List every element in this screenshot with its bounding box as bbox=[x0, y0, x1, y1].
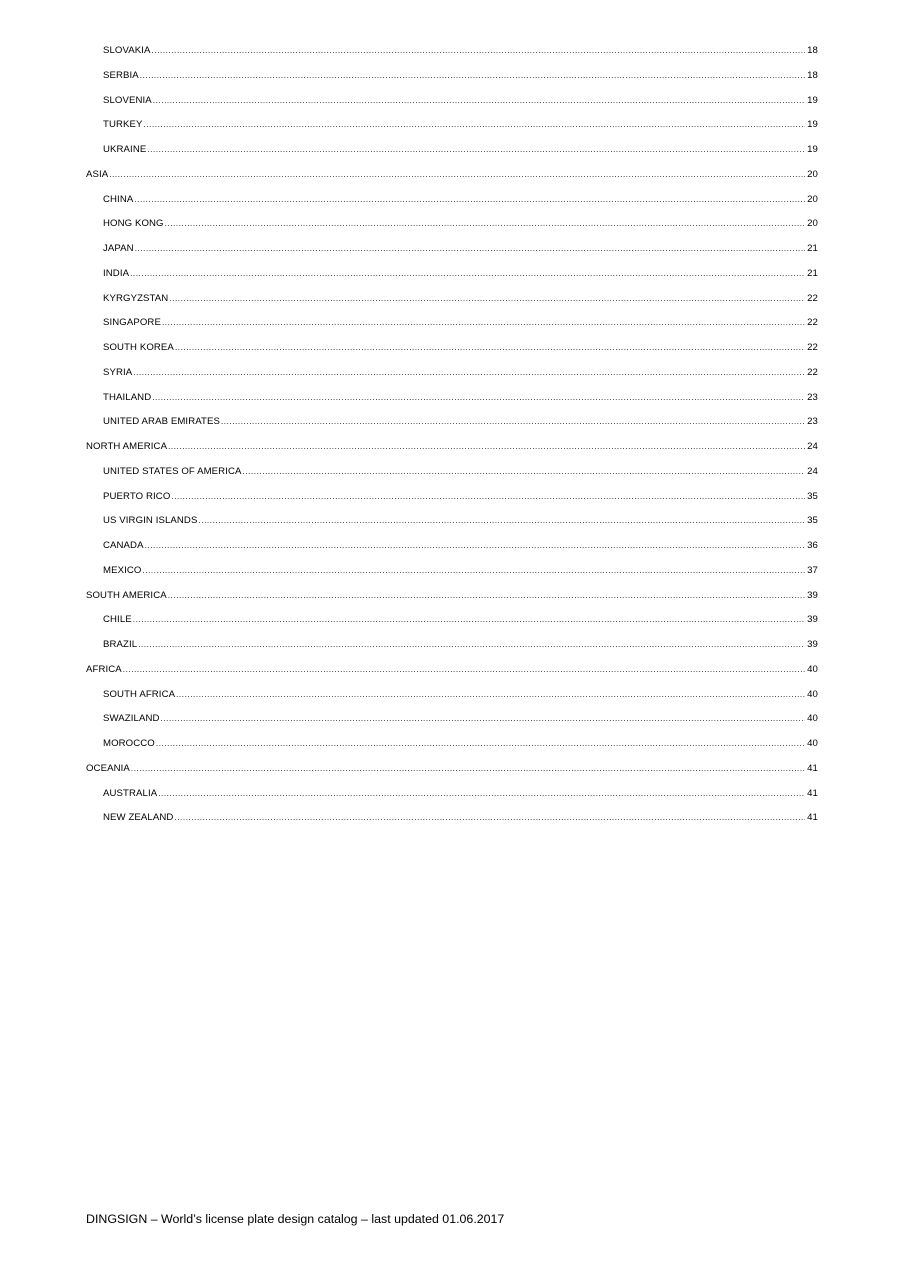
toc-page-number: 18 bbox=[807, 45, 818, 56]
toc-section-entry[interactable] bbox=[86, 435, 818, 460]
toc-section-entry[interactable] bbox=[86, 757, 818, 782]
toc-page-number: 24 bbox=[807, 465, 818, 477]
toc-entry-title: NORTH AMERICA bbox=[86, 441, 168, 452]
toc-page-number: 41 bbox=[807, 787, 818, 799]
toc-entry-title: SLOVENIA bbox=[103, 94, 152, 106]
toc-country-entry[interactable] bbox=[86, 138, 818, 163]
toc-entry-title: TURKEY bbox=[103, 119, 143, 131]
toc-dot-leader bbox=[152, 39, 806, 64]
toc-entry-title: BRAZIL bbox=[103, 639, 138, 650]
toc-country-entry[interactable] bbox=[86, 732, 818, 757]
toc-entry-title: SERBIA bbox=[103, 69, 139, 81]
toc-dot-leader bbox=[243, 460, 806, 485]
toc-entry-title: UNITED ARAB EMIRATES bbox=[103, 416, 220, 428]
toc-country-entry[interactable] bbox=[86, 212, 818, 237]
toc-dot-leader bbox=[135, 237, 805, 262]
toc-entry-title: SINGAPORE bbox=[103, 317, 161, 329]
toc-page-number: 40 bbox=[807, 688, 818, 700]
toc-entry-title: SOUTH KOREA bbox=[103, 342, 174, 353]
toc-entry-title: SOUTH AFRICA bbox=[103, 688, 176, 700]
toc-entry-title: OCEANIA bbox=[86, 762, 130, 774]
toc-page-number: 39 bbox=[807, 589, 818, 601]
toc-page-number: 20 bbox=[807, 168, 818, 180]
toc-page-number: 40 bbox=[807, 738, 818, 749]
toc-page-number: 35 bbox=[807, 515, 818, 527]
toc-country-entry[interactable] bbox=[86, 633, 818, 658]
toc-page-number: 20 bbox=[807, 218, 818, 230]
toc-page-number: 41 bbox=[807, 762, 818, 774]
toc-country-entry[interactable] bbox=[86, 361, 818, 386]
toc-entry-title: THAILAND bbox=[103, 391, 152, 403]
toc-country-entry[interactable] bbox=[86, 534, 818, 559]
toc-entry-title: MEXICO bbox=[103, 564, 142, 576]
toc-dot-leader bbox=[168, 584, 805, 609]
toc-dot-leader bbox=[130, 262, 805, 287]
toc-page-number: 41 bbox=[807, 812, 818, 824]
toc-entry-title: HONG KONG bbox=[103, 218, 164, 230]
toc-dot-leader bbox=[198, 509, 805, 534]
toc-dot-leader bbox=[153, 89, 805, 114]
toc-page-number: 35 bbox=[807, 490, 818, 502]
table-of-contents bbox=[86, 39, 818, 831]
toc-entry-title: UNITED STATES OF AMERICA bbox=[103, 465, 242, 477]
toc-country-entry[interactable] bbox=[86, 683, 818, 708]
toc-country-entry[interactable] bbox=[86, 39, 818, 64]
toc-country-entry[interactable] bbox=[86, 237, 818, 262]
toc-page-number: 22 bbox=[807, 366, 818, 378]
toc-entry-title: CHILE bbox=[103, 614, 132, 626]
toc-dot-leader bbox=[133, 608, 805, 633]
toc-country-entry[interactable] bbox=[86, 608, 818, 633]
toc-dot-leader bbox=[109, 163, 805, 188]
toc-entry-title: SYRIA bbox=[103, 366, 133, 378]
toc-section-entry[interactable] bbox=[86, 163, 818, 188]
toc-dot-leader bbox=[221, 410, 805, 435]
toc-page-number: 39 bbox=[807, 639, 818, 650]
toc-dot-leader bbox=[145, 534, 806, 559]
toc-entry-title: MOROCCO bbox=[103, 738, 155, 749]
toc-entry-title: AFRICA bbox=[86, 663, 122, 675]
toc-page-number: 40 bbox=[807, 663, 818, 675]
toc-country-entry[interactable] bbox=[86, 188, 818, 213]
toc-country-entry[interactable] bbox=[86, 559, 818, 584]
toc-country-entry[interactable] bbox=[86, 410, 818, 435]
toc-country-entry[interactable] bbox=[86, 460, 818, 485]
toc-page-number: 18 bbox=[807, 69, 818, 81]
toc-dot-leader bbox=[171, 485, 805, 510]
toc-page-number: 36 bbox=[807, 540, 818, 551]
toc-country-entry[interactable] bbox=[86, 806, 818, 831]
toc-country-entry[interactable] bbox=[86, 386, 818, 411]
toc-page-number: 19 bbox=[807, 119, 818, 131]
toc-country-entry[interactable] bbox=[86, 262, 818, 287]
toc-dot-leader bbox=[161, 707, 806, 732]
toc-page-number: 19 bbox=[807, 94, 818, 106]
toc-dot-leader bbox=[134, 188, 805, 213]
toc-dot-leader bbox=[131, 757, 805, 782]
toc-country-entry[interactable] bbox=[86, 287, 818, 312]
toc-country-entry[interactable] bbox=[86, 336, 818, 361]
toc-dot-leader bbox=[174, 806, 805, 831]
toc-entry-title: JAPAN bbox=[103, 243, 134, 254]
toc-dot-leader bbox=[162, 311, 805, 336]
toc-dot-leader bbox=[123, 658, 805, 683]
toc-page-number: 22 bbox=[807, 317, 818, 329]
toc-dot-leader bbox=[138, 633, 805, 658]
toc-entry-title: SLOVAKIA bbox=[103, 45, 151, 56]
toc-entry-title: SWAZILAND bbox=[103, 713, 160, 725]
toc-entry-title: CHINA bbox=[103, 193, 134, 205]
toc-dot-leader bbox=[176, 683, 805, 708]
toc-dot-leader bbox=[175, 336, 805, 361]
toc-country-entry[interactable] bbox=[86, 509, 818, 534]
toc-dot-leader bbox=[140, 64, 805, 89]
toc-entry-title: SOUTH AMERICA bbox=[86, 589, 167, 601]
toc-entry-title: NEW ZEALAND bbox=[103, 812, 174, 824]
toc-page-number: 37 bbox=[807, 564, 818, 576]
toc-country-entry[interactable] bbox=[86, 89, 818, 114]
toc-page-number: 24 bbox=[807, 441, 818, 452]
toc-country-entry[interactable] bbox=[86, 782, 818, 807]
toc-page-number: 23 bbox=[807, 391, 818, 403]
toc-page-number: 39 bbox=[807, 614, 818, 626]
toc-entry-title: AUSTRALIA bbox=[103, 787, 158, 799]
toc-entry-title: PUERTO RICO bbox=[103, 490, 171, 502]
toc-entry-title: KYRGYZSTAN bbox=[103, 292, 169, 304]
toc-page-number: 20 bbox=[807, 193, 818, 205]
toc-page-number: 23 bbox=[807, 416, 818, 428]
toc-page-number: 19 bbox=[807, 144, 818, 155]
toc-dot-leader bbox=[165, 212, 806, 237]
toc-section-entry[interactable] bbox=[86, 658, 818, 683]
toc-entry-title: CANADA bbox=[103, 540, 144, 551]
toc-entry-title: INDIA bbox=[103, 267, 130, 279]
toc-dot-leader bbox=[144, 113, 806, 138]
toc-country-entry[interactable] bbox=[86, 64, 818, 89]
toc-page-number: 22 bbox=[807, 292, 818, 304]
toc-dot-leader bbox=[156, 732, 805, 757]
toc-dot-leader bbox=[147, 138, 805, 163]
toc-dot-leader bbox=[142, 559, 805, 584]
toc-dot-leader bbox=[158, 782, 805, 807]
toc-entry-title: ASIA bbox=[86, 168, 109, 180]
toc-country-entry[interactable] bbox=[86, 707, 818, 732]
toc-dot-leader bbox=[133, 361, 805, 386]
page-footer: DINGSIGN – World’s license plate design catalog – last updated 01.06.2017 bbox=[86, 1212, 505, 1226]
toc-dot-leader bbox=[169, 287, 805, 312]
toc-page-number: 21 bbox=[807, 267, 818, 279]
toc-country-entry[interactable] bbox=[86, 485, 818, 510]
toc-dot-leader bbox=[152, 386, 805, 411]
toc-dot-leader bbox=[168, 435, 805, 460]
toc-entry-title: UKRAINE bbox=[103, 144, 147, 155]
toc-page-number: 21 bbox=[807, 243, 818, 254]
toc-entry-title: US VIRGIN ISLANDS bbox=[103, 515, 198, 527]
toc-country-entry[interactable] bbox=[86, 113, 818, 138]
toc-page-number: 40 bbox=[807, 713, 818, 725]
toc-country-entry[interactable] bbox=[86, 311, 818, 336]
toc-section-entry[interactable] bbox=[86, 584, 818, 609]
toc-page-number: 22 bbox=[807, 342, 818, 353]
